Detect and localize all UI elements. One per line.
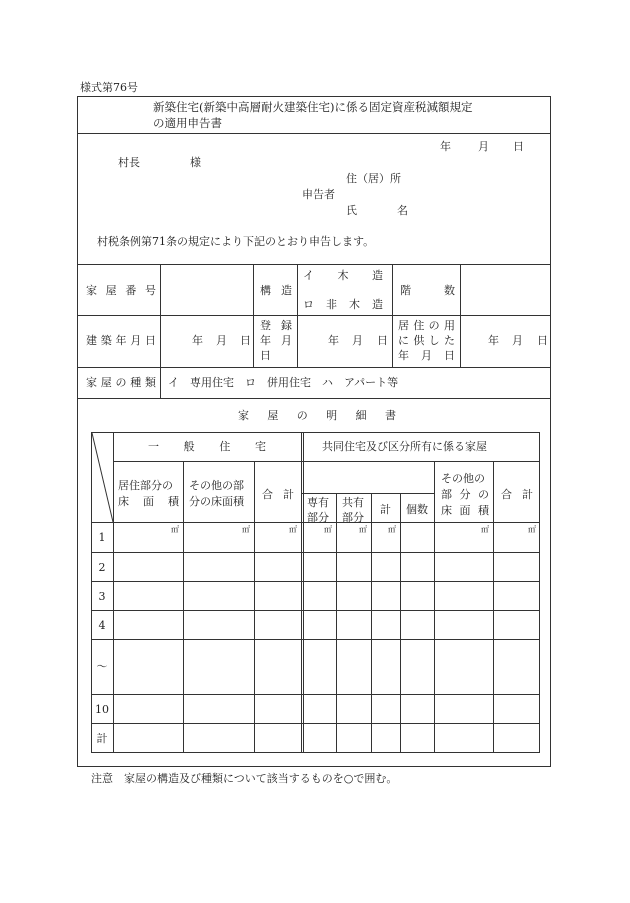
- floors-label: 階 数: [400, 284, 455, 297]
- registered-date-label-2: 年 月: [260, 334, 292, 347]
- cell-border: [336, 493, 337, 753]
- cell-border: [91, 723, 540, 724]
- registered-date-label-3: 日: [260, 349, 271, 362]
- row-label: 2: [98, 561, 106, 574]
- col-private-1: 専有: [307, 496, 329, 509]
- use-day[interactable]: 日: [537, 334, 548, 347]
- applicant-label: 申告者: [302, 188, 335, 201]
- row-label: 〜: [96, 660, 108, 673]
- row-label: 1: [98, 531, 106, 544]
- form-title-line1: 新築住宅(新築中高層耐火建築住宅)に係る固定資産税減額規定: [153, 100, 473, 114]
- col-count: 個数: [406, 503, 428, 516]
- registered-date-label-1: 登 録: [260, 319, 292, 332]
- built-date-label: 建 築 年 月 日: [86, 334, 156, 347]
- registered-day[interactable]: 日: [377, 334, 388, 347]
- use-date-label-1: 居 住 の 用: [398, 319, 455, 332]
- unit-label: ㎡: [289, 525, 297, 534]
- built-month[interactable]: 月: [216, 334, 227, 347]
- use-year[interactable]: 年: [488, 334, 499, 347]
- row-label: 3: [98, 590, 106, 603]
- row-label: 計: [96, 732, 108, 745]
- cell-border: [91, 610, 540, 611]
- house-number-label: 家 屋 番 号: [86, 284, 156, 297]
- unit-label: ㎡: [242, 525, 250, 534]
- name-label-1: 氏: [346, 204, 357, 217]
- details-title: 家 屋 の 明 細 書: [238, 409, 396, 422]
- unit-label: ㎡: [481, 525, 489, 534]
- footer-note: 注意 家屋の構造及び種類について該当するものを○で囲む。: [91, 772, 398, 785]
- unit-label: ㎡: [388, 525, 396, 534]
- form-number: 様式第76号: [80, 81, 138, 94]
- row-label: 10: [95, 703, 109, 716]
- cell-border: [371, 493, 372, 753]
- col-other-shared-3: 床 面 積: [441, 504, 489, 517]
- registered-month[interactable]: 月: [352, 334, 363, 347]
- col-residential-1: 居住部分の: [118, 479, 173, 492]
- shared-housing-header: 共同住宅及び区分所有に係る家屋: [322, 440, 487, 453]
- cell-border: [91, 639, 540, 640]
- cell-border: [91, 581, 540, 582]
- col-subtotal: 計: [380, 503, 391, 516]
- cell-border: [493, 461, 494, 753]
- cell-border: [301, 493, 434, 494]
- use-month[interactable]: 月: [512, 334, 523, 347]
- house-type-label: 家 屋 の 種 類: [86, 376, 156, 389]
- row-label: 4: [98, 619, 106, 632]
- addressee-name: 村長: [118, 156, 140, 169]
- built-day[interactable]: 日: [240, 334, 251, 347]
- col-other-shared-1: その他の: [441, 472, 485, 485]
- use-date-label-2: に 供 し た: [398, 334, 455, 347]
- house-type-options[interactable]: イ 専用住宅 ロ 併用住宅 ハ アパート等: [168, 376, 399, 389]
- col-other-2: 分の床面積: [189, 495, 244, 508]
- registered-year[interactable]: 年: [328, 334, 339, 347]
- date-month[interactable]: 月: [478, 140, 489, 153]
- col-common-1: 共有: [342, 496, 364, 509]
- cell-border: [183, 461, 184, 753]
- unit-label: ㎡: [324, 525, 332, 534]
- unit-label: ㎡: [359, 525, 367, 534]
- unit-label: ㎡: [171, 525, 179, 534]
- cell-border: [91, 694, 540, 695]
- cell-border: [91, 552, 540, 553]
- col-other-1: その他の部: [189, 479, 244, 492]
- col-total-shared: 合 計: [501, 488, 533, 501]
- date-year[interactable]: 年: [440, 140, 451, 153]
- address-label: 住（居）所: [346, 172, 401, 185]
- structure-label: 構 造: [260, 284, 292, 297]
- cell-border: [400, 493, 401, 753]
- col-residential-2: 床 面 積: [118, 495, 179, 508]
- cell-border: [113, 432, 114, 753]
- addressee-honorific: 様: [190, 156, 201, 169]
- general-housing-header: 一 般 住 宅: [148, 440, 266, 453]
- structure-nonwood-option[interactable]: ロ 非 木 造: [303, 298, 383, 311]
- col-other-shared-2: 部 分 の: [441, 488, 489, 501]
- unit-label: ㎡: [528, 525, 536, 534]
- col-private-2: 部分: [307, 511, 329, 524]
- date-day[interactable]: 日: [513, 140, 524, 153]
- cell-border: [113, 461, 540, 462]
- form-title-line2: の適用申告書: [153, 116, 222, 130]
- built-year[interactable]: 年: [192, 334, 203, 347]
- cell-border: [434, 461, 435, 753]
- use-date-label-3: 年 月 日: [398, 349, 455, 362]
- structure-wood-option[interactable]: イ 木 造: [303, 269, 383, 282]
- cell-border: [301, 432, 304, 753]
- col-common-2: 部分: [342, 511, 364, 524]
- cell-border: [254, 461, 255, 753]
- declaration-text: 村税条例第71条の規定により下記のとおり申告します。: [97, 235, 375, 248]
- name-label-2: 名: [397, 204, 408, 217]
- col-total-general: 合 計: [262, 488, 294, 501]
